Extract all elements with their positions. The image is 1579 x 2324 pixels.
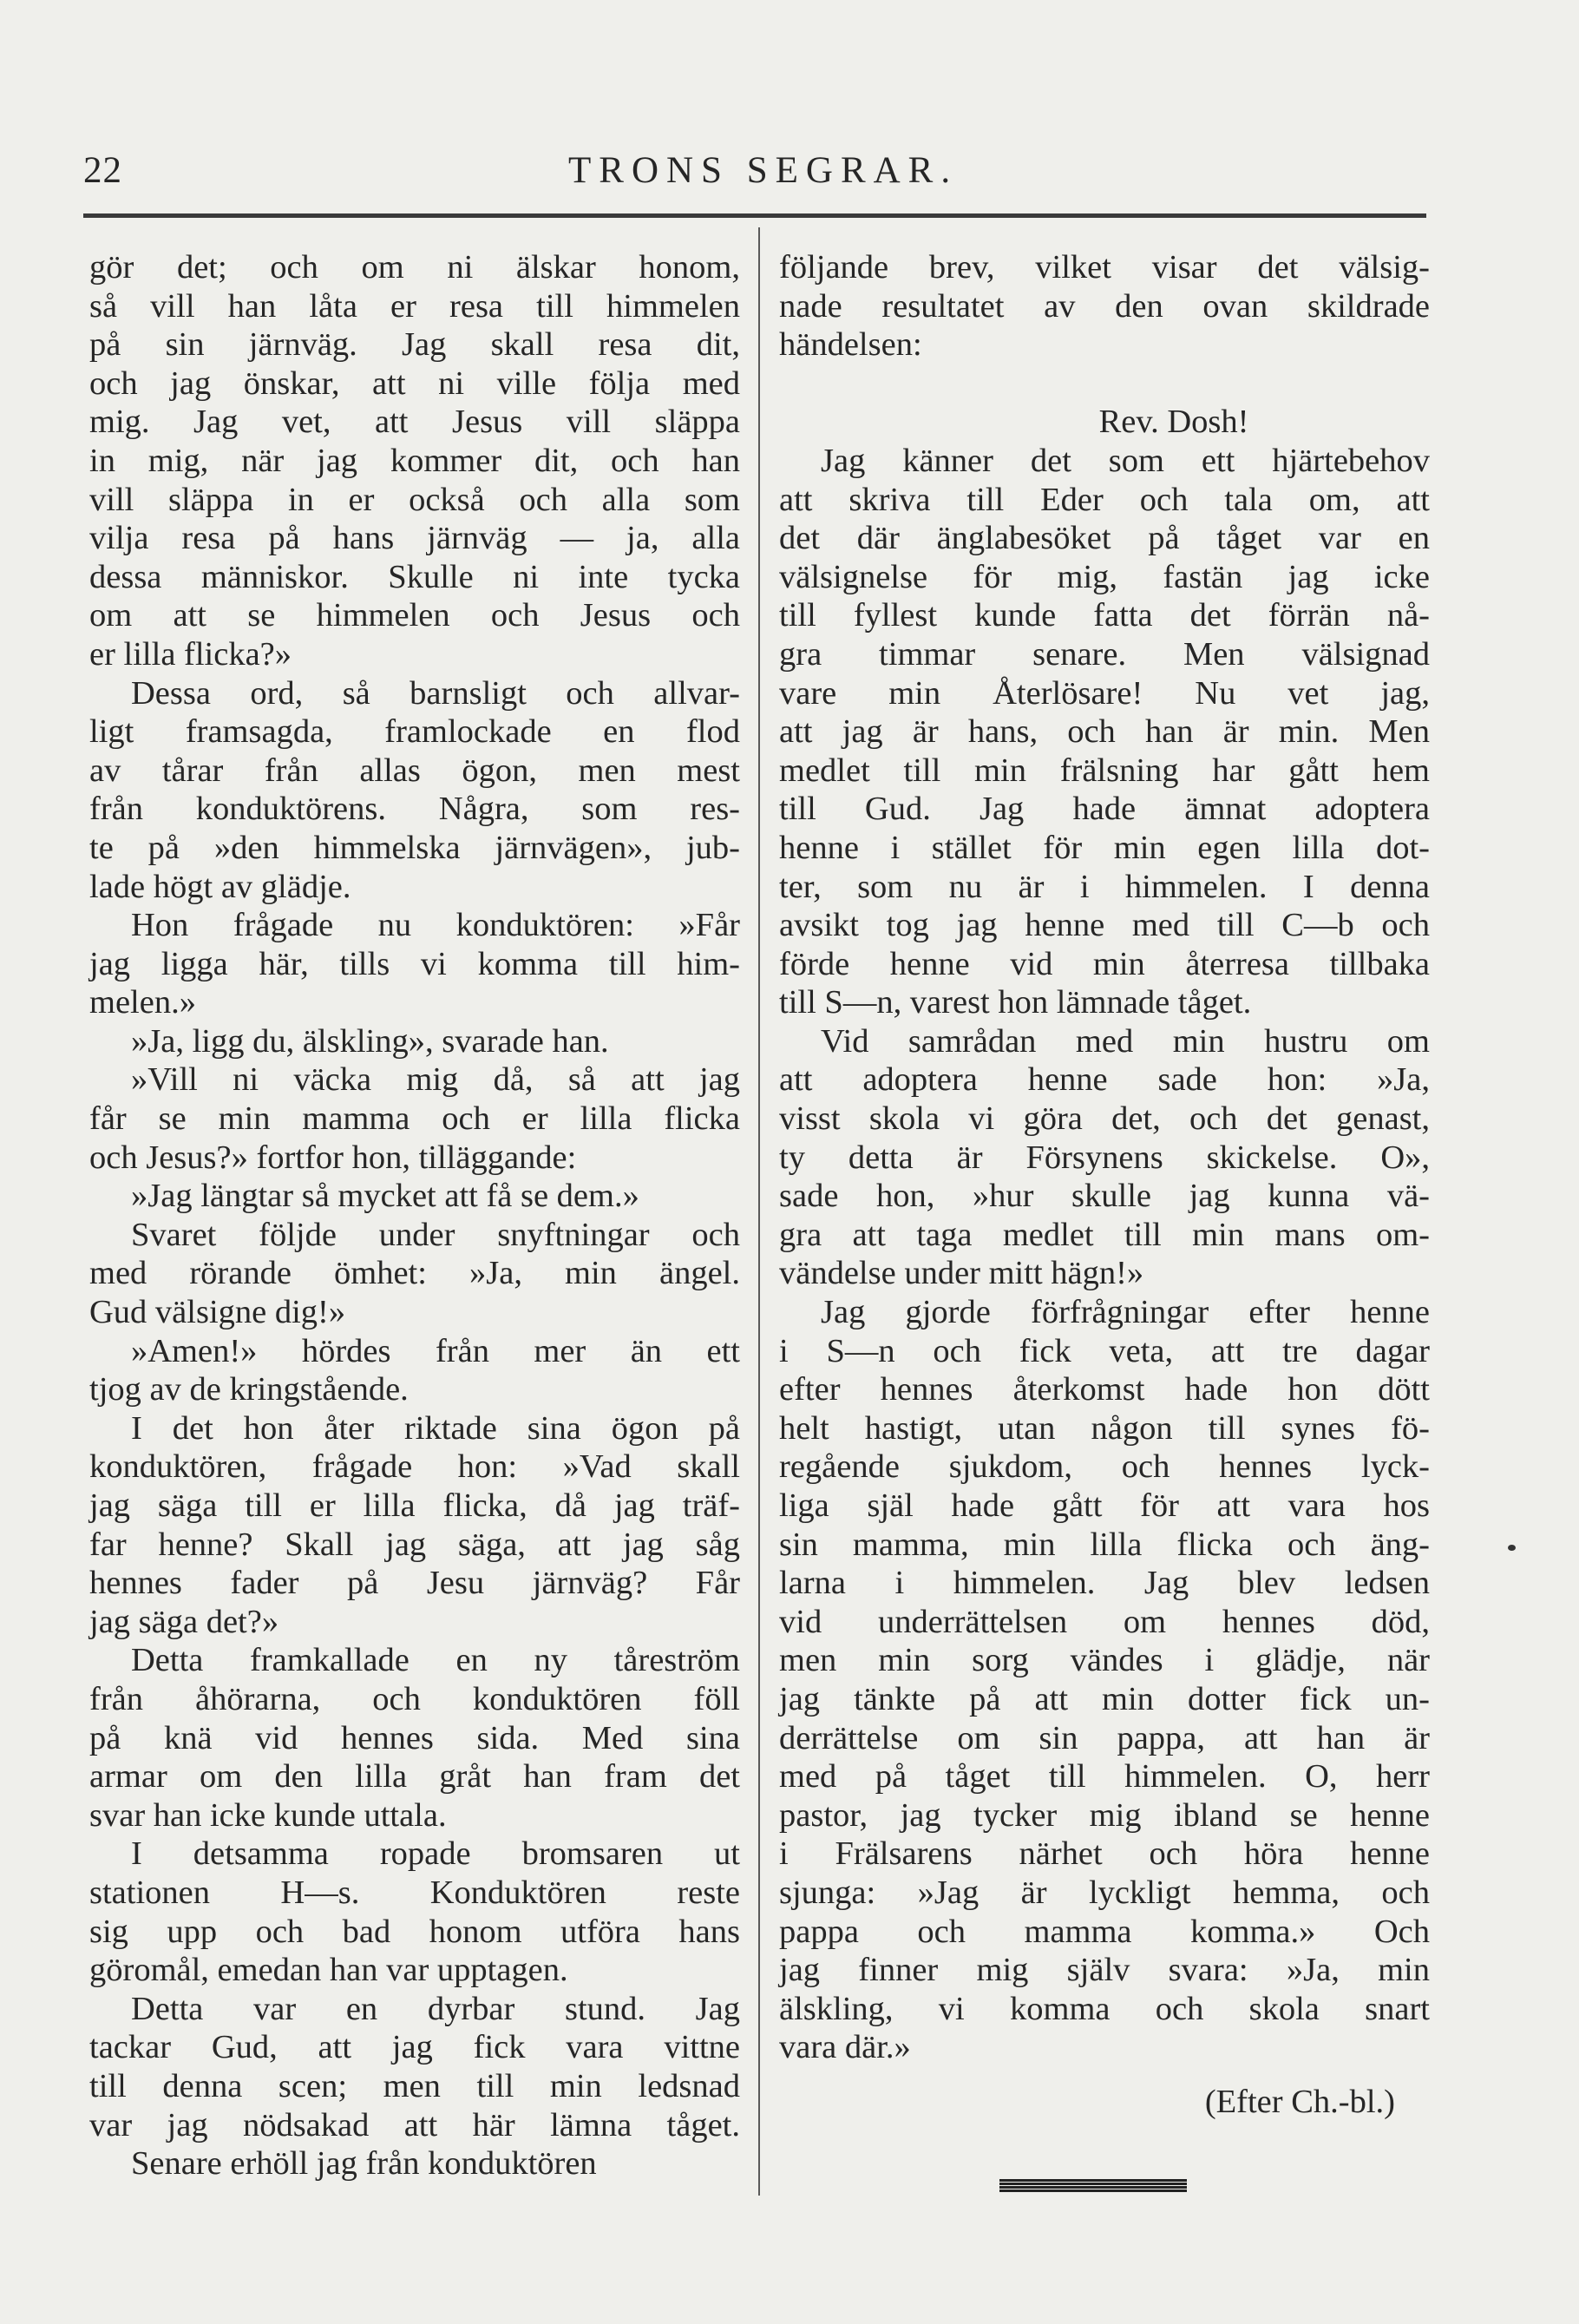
text-line: lade högt av glädje. xyxy=(89,868,351,905)
text-line: att jag är hans, och han är min. Men xyxy=(779,713,1430,751)
text-line: stationen H—s. Konduktören reste xyxy=(89,1874,740,1911)
text-line: »Amen!» hördes från mer än ett xyxy=(131,1332,740,1369)
text-line: i Frälsarens närhet och höra henne xyxy=(779,1835,1430,1873)
text-line: vill släppa in er också och alla som xyxy=(89,481,740,518)
text-line: till fyllest kunde fatta det förrän nå- xyxy=(779,597,1430,634)
column-divider xyxy=(758,227,760,2196)
text-line: så vill han låta er resa till himmelen xyxy=(89,287,740,325)
text-line: vara där.» xyxy=(779,2029,911,2066)
text-line: liga själ hade gått för att vara hos xyxy=(779,1487,1430,1524)
text-line: göromål, emedan han var upptagen. xyxy=(89,1952,568,1989)
text-line: sade hon, »hur skulle jag kunna vä- xyxy=(779,1178,1430,1215)
text-line: från konduktörens. Några, som res- xyxy=(89,791,740,828)
text-line: larna i himmelen. Jag blev ledsen xyxy=(779,1565,1430,1602)
text-line: gra att taga medlet till min mans om- xyxy=(779,1216,1430,1253)
text-line: Hon frågade nu konduktören: »Får xyxy=(131,907,740,944)
text-line: ter, som nu är i himmelen. I denna xyxy=(779,868,1430,905)
end-ornament-bar xyxy=(999,2179,1187,2193)
text-line: älskling, vi komma och skola snart xyxy=(779,1990,1430,2027)
text-line: och Jesus?» fortfor hon, tilläggande: xyxy=(89,1139,577,1176)
text-line: helt hastigt, utan någon till synes fö- xyxy=(779,1409,1430,1447)
left-column xyxy=(89,248,740,2183)
text-line: tjog av de kringstående. xyxy=(89,1371,409,1408)
ink-speck xyxy=(1508,1545,1516,1551)
text-line: Jag gjorde förfrågningar efter henne xyxy=(821,1294,1430,1331)
text-line: till denna scen; men till min ledsnad xyxy=(89,2067,740,2104)
text-line: på knä vid hennes sida. Med sina xyxy=(89,1719,740,1756)
text-line: »Vill ni väcka mig då, så att jag xyxy=(131,1061,740,1099)
text-line: vilja resa på hans järnväg — ja, alla xyxy=(89,520,740,557)
text-line: dessa människor. Skulle ni inte tycka xyxy=(89,558,740,595)
text-line: att adoptera henne sade hon: »Ja, xyxy=(779,1061,1430,1099)
text-line: jag säga till er lilla flicka, då jag träf- xyxy=(89,1487,740,1524)
text-line: sig upp och bad honom utföra hans xyxy=(89,1913,740,1950)
text-line: I det hon åter riktade sina ögon på xyxy=(131,1409,740,1447)
text-line: konduktören, frågade hon: »Vad skall xyxy=(89,1448,740,1486)
text-line: välsignelse för mig, fastän jag icke xyxy=(779,558,1430,595)
text-line: Jag känner det som ett hjärtebehov xyxy=(821,442,1430,479)
text-line: tackar Gud, att jag fick vara vittne xyxy=(89,2029,740,2066)
text-line: vid underrättelsen om hennes död, xyxy=(779,1603,1430,1640)
text-line: avsikt tog jag henne med till C—b och xyxy=(779,907,1430,944)
running-title: TRONS SEGRAR. xyxy=(568,150,959,191)
text-line: jag ligga här, tills vi komma till him- xyxy=(89,945,740,982)
right-column xyxy=(779,248,1430,2122)
text-line: vare min Återlösare! Nu vet jag, xyxy=(779,674,1430,712)
text-line: och jag önskar, att ni ville följa med xyxy=(89,364,740,402)
text-line: sin mamma, min lilla flicka och äng- xyxy=(779,1526,1430,1563)
text-line: att skriva till Eder och tala om, att xyxy=(779,481,1430,518)
text-line: med på tåget till himmelen. O, herr xyxy=(779,1758,1430,1796)
text-line: det där änglabesöket på tåget var en xyxy=(779,520,1430,557)
text-line: Vid samrådan med min hustru om xyxy=(821,1022,1430,1060)
text-line: Rev. Dosh! xyxy=(1098,404,1249,441)
text-line: får se min mamma och er lilla flicka xyxy=(89,1100,740,1138)
text-line: pappa och mamma komma.» Och xyxy=(779,1913,1430,1950)
text-line: medlet till min frälsning har gått hem xyxy=(779,752,1430,789)
text-line: efter hennes återkomst hade hon dött xyxy=(779,1371,1430,1408)
text-line: hennes fader på Jesu järnväg? Får xyxy=(89,1565,740,1602)
text-line: med rörande ömhet: »Ja, min ängel. xyxy=(89,1255,740,1292)
text-line: sjunga: »Jag är lyckligt hemma, och xyxy=(779,1874,1430,1911)
text-line: gra timmar senare. Men välsignad xyxy=(779,635,1430,673)
text-line: visst skola vi göra det, och det genast, xyxy=(779,1100,1430,1138)
text-line: ty detta är Försynens skickelse. O», xyxy=(779,1139,1430,1176)
text-line: »Jag längtar så mycket att få se dem.» xyxy=(131,1178,639,1215)
text-line: I detsamma ropade bromsaren ut xyxy=(131,1835,740,1873)
text-line: till Gud. Jag hade ämnat adoptera xyxy=(779,791,1430,828)
text-line: Gud välsigne dig!» xyxy=(89,1294,346,1331)
text-line: vändelse under mitt hägn!» xyxy=(779,1255,1144,1292)
text-line: nade resultatet av den ovan skildrade xyxy=(779,287,1430,325)
text-line: svar han icke kunde uttala. xyxy=(89,1796,447,1834)
text-line: mig. Jag vet, att Jesus vill släppa xyxy=(89,404,740,441)
text-line: jag säga det?» xyxy=(89,1603,279,1640)
text-line: Svaret följde under snyftningar och xyxy=(131,1216,740,1253)
text-line: till S—n, varest hon lämnade tåget. xyxy=(779,984,1252,1021)
page-number: 22 xyxy=(83,150,122,191)
text-line: Detta framkallade en ny tåreström xyxy=(131,1642,740,1679)
text-line: Senare erhöll jag från konduktören xyxy=(131,2145,597,2183)
text-line: ligt framsagda, framlockade en flod xyxy=(89,713,740,751)
text-line: från åhörarna, och konduktören föll xyxy=(89,1680,740,1717)
text-line: men min sorg vändes i glädje, när xyxy=(779,1642,1430,1679)
text-line: in mig, när jag kommer dit, och han xyxy=(89,442,740,479)
text-line: i S—n och fick veta, att tre dagar xyxy=(779,1332,1430,1369)
source-attribution: (Efter Ch.-bl.) xyxy=(1204,2083,1395,2120)
text-line: Detta var en dyrbar stund. Jag xyxy=(131,1990,740,2027)
text-line: »Ja, ligg du, älskling», svarade han. xyxy=(131,1022,609,1060)
text-line: derrättelse om sin pappa, att han är xyxy=(779,1719,1430,1756)
text-line: pastor, jag tycker mig ibland se henne xyxy=(779,1796,1430,1834)
text-line: var jag nödsakad att här lämna tåget. xyxy=(89,2106,740,2143)
text-line: henne i stället för min egen lilla dot- xyxy=(779,829,1430,866)
text-line: te på »den himmelska järnvägen», jub- xyxy=(89,829,740,866)
text-line: jag tänkte på att min dotter fick un- xyxy=(779,1680,1430,1717)
text-line: förde henne vid min återresa tillbaka xyxy=(779,945,1430,982)
text-line: om att se himmelen och Jesus och xyxy=(89,597,740,634)
text-line: av tårar från allas ögon, men mest xyxy=(89,752,740,789)
text-line: regående sjukdom, och hennes lyck- xyxy=(779,1448,1430,1486)
text-line xyxy=(779,364,1430,404)
text-line: armar om den lilla gråt han fram det xyxy=(89,1758,740,1796)
text-line: händelsen: xyxy=(779,326,922,364)
text-line: jag finner mig själv svara: »Ja, min xyxy=(779,1952,1430,1989)
text-line: far henne? Skall jag säga, att jag såg xyxy=(89,1526,740,1563)
text-line: gör det; och om ni älskar honom, xyxy=(89,249,740,286)
text-line: följande brev, vilket visar det välsig- xyxy=(779,249,1430,286)
text-line: melen.» xyxy=(89,984,196,1021)
header-rule xyxy=(83,213,1426,218)
text-line: Dessa ord, så barnsligt och allvar- xyxy=(131,674,740,712)
text-line: er lilla flicka?» xyxy=(89,635,292,673)
text-line: på sin järnväg. Jag skall resa dit, xyxy=(89,326,740,364)
